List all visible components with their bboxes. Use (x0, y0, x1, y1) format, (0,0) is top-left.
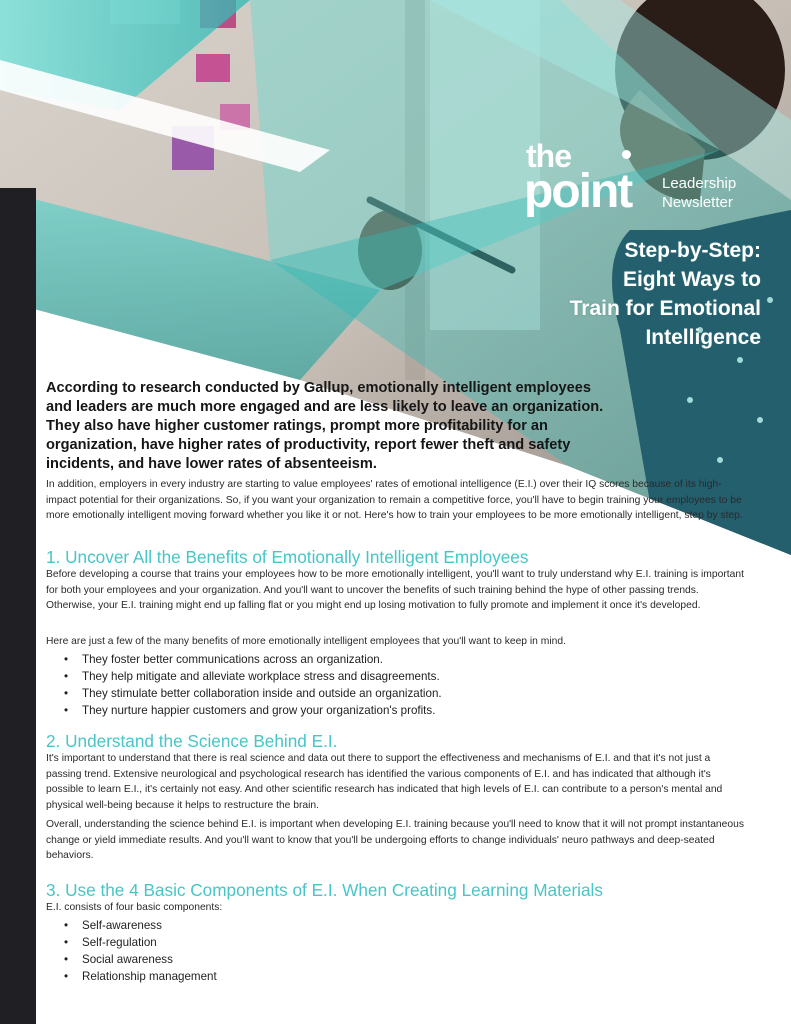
page-headline (461, 236, 761, 352)
intro-body: In addition, employers in every industry are starting to value employees' rates of emotional intelligence (E.I.) over their IQ scores because of its high-impact potential for their organizations. So, if you want your organization to remain a competitive force, you'll have to begin training your employees to be more emotionally intelligent moving forward whether you like it or not. Here's how to train your employees to be more emotionally intelligent, step by step. (46, 479, 743, 522)
list-item: • Social awareness (46, 951, 217, 968)
section-1-paragraph-2: Here are just a few of the many benefits of more emotionally intelligent employees that you'll want to keep in mind. (46, 636, 566, 647)
list-item: • Self-regulation (46, 934, 217, 951)
section-2-paragraph-1: It's important to understand that there is real science and data out there to support the effectiveness and mechanisms of E.I. and that it's not just a passing trend. Extensive neurological and psychological research has identified the various components of E.I. and has indicated that although it's possible to learn E.I., it's certainly not easy. And other scientific research has indicated that high levels of E.I. can contribute to a person's mental and physical well-being because it helps to restructure the brain. (46, 753, 723, 811)
section-3-heading: 3. Use the 4 Basic Components of E.I. When Creating Learning Materials (46, 880, 603, 900)
section-1-heading: 1. Uncover All the Benefits of Emotionally Intelligent Employees (46, 547, 529, 567)
logo-point: point (524, 165, 632, 218)
intro-lead: According to research conducted by Gallup, emotionally intelligent employees and leaders are much more engaged and are less likely to leave an organization. They also have higher customer ratings, prompt more profitability for an organization, have higher rates of productivity, report fewer theft and safety incidents, and have lower rates of absenteeism. (46, 380, 604, 472)
list-item: • Self-awareness (46, 917, 217, 934)
logo-the: the (526, 138, 571, 174)
headline-line-2: Eight Ways to (622, 268, 761, 291)
list-item: • They foster better communications across an organization. (46, 651, 442, 668)
logo-dot (622, 150, 631, 159)
list-item: • Relationship management (46, 968, 217, 985)
section-1-paragraph-1: Before developing a course that trains your employees how to be more emotionally intelligent, you'll want to truly understand why E.I. training is important for both your employees and your organization. And you'll want to uncover the benefits of such training behind the hype of other passing trends. Otherwise, your E.I. training might end up falling flat or you might end up losing motivation to fully promote and implement it once it's developed. (46, 569, 744, 612)
newsletter-label (662, 174, 736, 212)
newsletter-line-1: Leadership (662, 175, 737, 192)
newsletter-line-2: Newsletter (662, 194, 733, 211)
list-item: • They help mitigate and alleviate workplace stress and disagreements. (46, 668, 442, 685)
section-1-benefits-list (46, 651, 442, 719)
headline-line-1: Step-by-Step: (624, 239, 761, 262)
section-3-components-list (46, 917, 217, 985)
list-item: • They nurture happier customers and grow your organization's profits. (46, 702, 442, 719)
headline-line-3: Train for Emotional (569, 297, 761, 320)
list-item: • They stimulate better collaboration inside and outside an organization. (46, 685, 442, 702)
section-2-paragraph-2: Overall, understanding the science behind E.I. is important when developing E.I. training because you'll need to know that it will not prompt instantaneous change or yield immediate results. And you'll want to know that you'll be undergoing efforts to change individuals' neuro pathways and deep-seated behaviors. (46, 819, 744, 862)
headline-line-4: Intelligence (645, 326, 761, 349)
section-3-paragraph-1: E.I. consists of four basic components: (46, 902, 223, 913)
left-accent-bar (0, 188, 36, 1024)
section-2-heading: 2. Understand the Science Behind E.I. (46, 731, 338, 751)
